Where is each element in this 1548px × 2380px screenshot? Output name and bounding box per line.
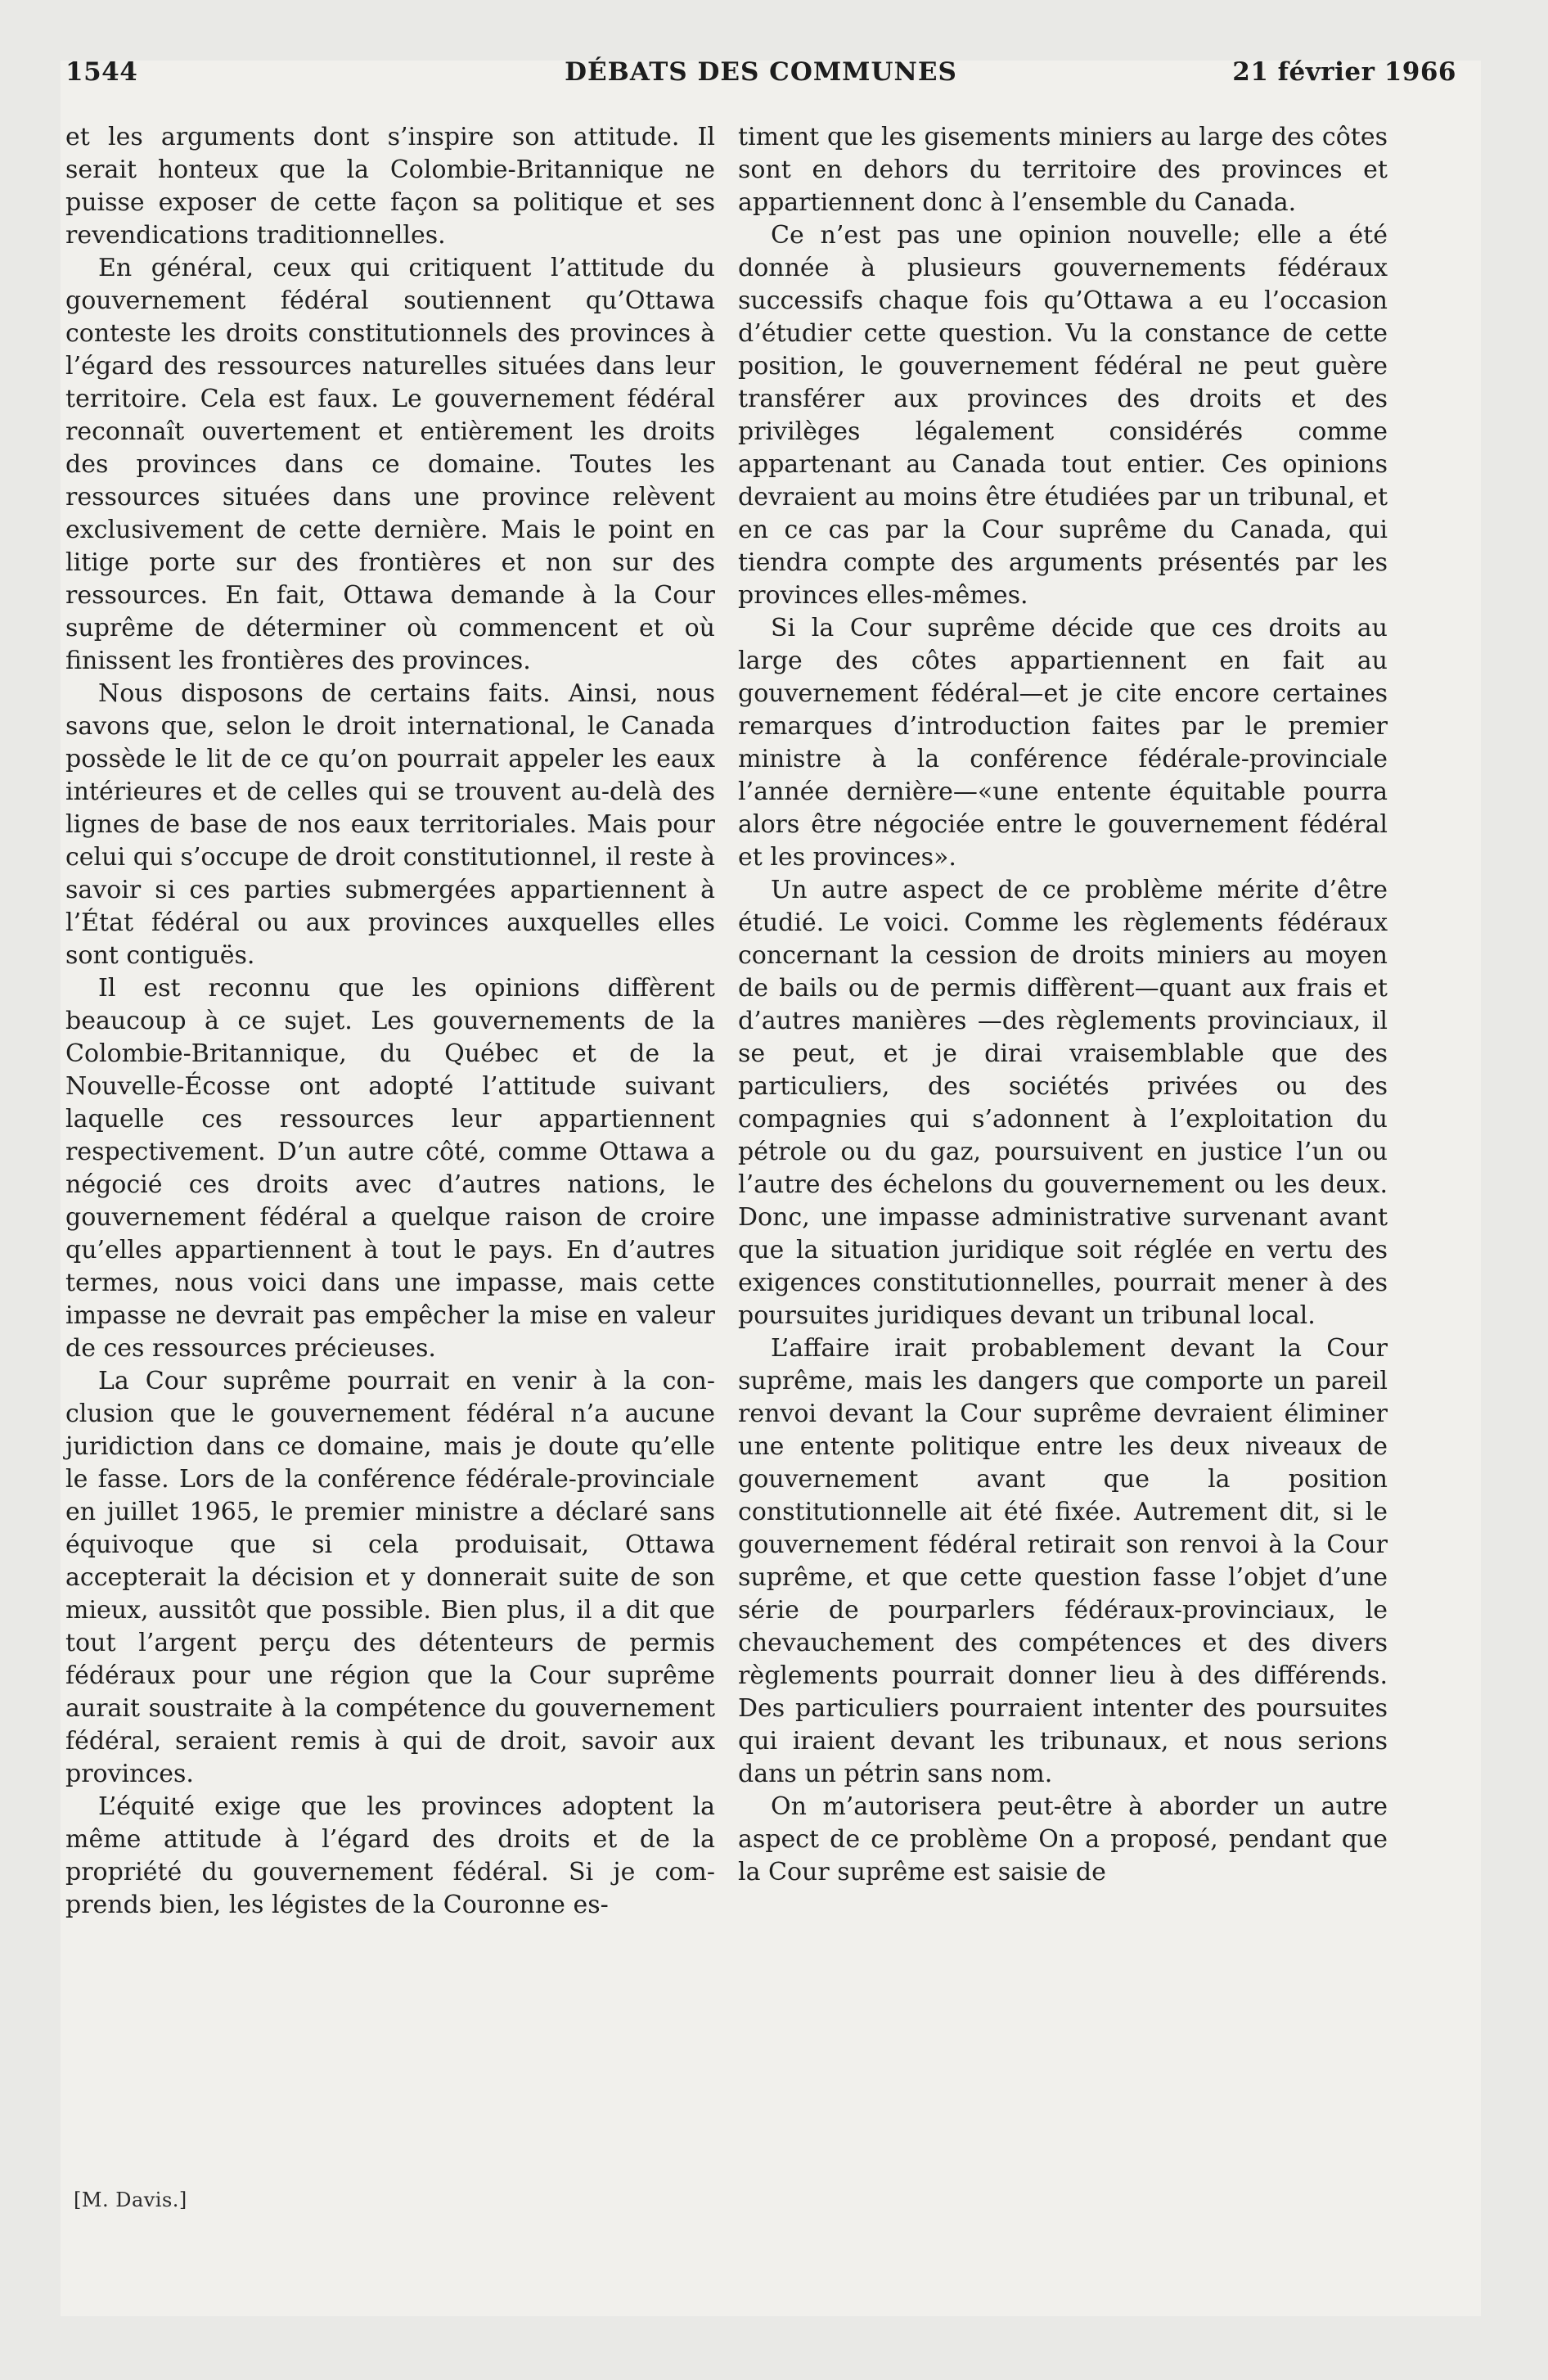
left-column (65, 121, 715, 1922)
paragraph: Ce n’est pas une opinion nouvelle; elle a été donnée à plusieurs gouvernements fédéraux successifs chaque fois qu’Ottawa a eu l’occasion d’étudier cette question. Vu la constance de cette position, le gouvernement fédéral ne peut guère transférer aux provinces des droits et des privilèges légalement considérés comme appartenant au Canada tout entier. Ces opinions devraient au moins être étudiées par un tribunal, et en ce cas par la Cour suprême du Canada, qui tiendra compte des arguments présentés par les provinces elles-mêmes. (738, 221, 1388, 610)
paragraph: Si la Cour suprême décide que ces droits au large des côtes appartiennent en fait au gouvernement fédéral—et je cite encore certaines remarques d’introduction faites par le premier ministre à la conférence fédérale-provinciale l’année dernière—«une entente équitable pourra alors être négociée entre le gouvernement fédéral et les provinces». (738, 614, 1388, 872)
paragraph: et les arguments dont s’inspire son attitude. Il serait honteux que la Colombie-Britannique ne puisse exposer de cette façon sa politique et ses revendications traditionnelles. (65, 123, 715, 250)
paragraph: Un autre aspect de ce problème mérite d’être étudié. Le voici. Comme les règlements fédéraux concernant la cession de droits miniers au moyen de bails ou de permis diffèrent—quant aux frais et d’autres manières —des règlements provinciaux, il se peut, et je dirai vraisemblable que des particuliers, des sociétés privées ou des compagnies qui s’adonnent à l’exploitation du pétrole ou du gaz, poursuivent en justice l’un ou l’autre des échelons du gouvernement ou les deux. Donc, une impasse administrative survenant avant que la situation juridique soit réglée en vertu des exigences constitutionnelles, pourrait mener à des poursuites juridiques devant un tribunal local. (738, 876, 1388, 1330)
paragraph: La Cour suprême pourrait en venir à la conclusion que le gouvernement fédéral n’a aucune juridiction dans ce domaine, mais je doute qu’elle le fasse. Lors de la conférence fédérale-provinciale en juillet 1965, le premier ministre a déclaré sans équivoque que si cela produisait, Ottawa accepterait la décision et y donnerait suite de son mieux, aussitôt que possible. Bien plus, il a dit que tout l’argent perçu des détenteurs de permis fédéraux pour une région que la Cour suprême aurait soustraite à la compétence du gouvernement fédéral, seraient remis à qui de droit, savoir aux provinces. (65, 1367, 715, 1788)
speaker-attribution: [M. Davis.] (74, 2188, 187, 2211)
right-column (738, 121, 1388, 1889)
page-date: 21 février 1966 (1232, 57, 1456, 87)
paragraph: L’équité exige que les provinces adoptent la même attitude à l’égard des droits et de la propriété du gouvernement fédéral. Si je comprends bien, les légistes de la Couronne es- (65, 1792, 715, 1919)
page-title: DÉBATS DES COMMUNES (565, 57, 957, 87)
paragraph: timent que les gisements miniers au large des côtes sont en dehors du territoire des provinces et appartiennent donc à l’ensemble du Canada. (738, 123, 1388, 217)
paragraph: On m’autorisera peut-être à aborder un autre aspect de ce problème On a proposé, pendant que la Cour suprême est saisie de (738, 1792, 1388, 1886)
paragraph: L’affaire irait probablement devant la Cour suprême, mais les dangers que comporte un pareil renvoi devant la Cour suprême devraient éliminer une entente politique entre les deux niveaux de gouvernement avant que la position constitutionnelle ait été fixée. Autrement dit, si le gouvernement fédéral retirait son renvoi à la Cour suprême, et que cette question fasse l’objet d’une série de pourparlers fédéraux-provinciaux, le chevauchement des compétences et des divers règlements pourrait donner lieu à des différends. Des particuliers pourraient intenter des poursuites qui iraient devant les tribunaux, et nous serions dans un pétrin sans nom. (738, 1334, 1388, 1788)
paragraph: Il est reconnu que les opinions diffèrent beaucoup à ce sujet. Les gouvernements de la Colombie-Britannique, du Québec et de la Nouvelle-Écosse ont adopté l’attitude suivant laquelle ces ressources leur appartiennent respectivement. D’un autre côté, comme Ottawa a négocié ces droits avec d’autres nations, le gouvernement fédéral a quelque raison de croire qu’elles appartiennent à tout le pays. En d’autres termes, nous voici dans une impasse, mais cette impasse ne devrait pas empêcher la mise en valeur de ces ressources précieuses. (65, 974, 715, 1363)
running-head (65, 57, 1456, 90)
paragraph: En général, ceux qui critiquent l’attitude du gouvernement fédéral soutiennent qu’Ottawa conteste les droits constitutionnels des provinces à l’égard des ressources naturelles situées dans leur territoire. Cela est faux. Le gouvernement fédéral reconnaît ouvertement et entièrement les droits des provinces dans ce domaine. Toutes les ressources situées dans une province relèvent exclusivement de cette dernière. Mais le point en litige porte sur des frontières et non sur des ressources. En fait, Ottawa demande à la Cour suprême de déterminer où commencent et où finissent les frontières des provinces. (65, 254, 715, 675)
paragraph: Nous disposons de certains faits. Ainsi, nous savons que, selon le droit international, le Canada possède le lit de ce qu’on pourrait appeler les eaux intérieures et de celles qui se trouvent au-delà des lignes de base de nos eaux territoriales. Mais pour celui qui s’occupe de droit constitutionnel, il reste à savoir si ces parties submergées appartiennent à l’État fédéral ou aux provinces auxquelles elles sont contiguës. (65, 679, 715, 970)
page-number: 1544 (65, 57, 138, 87)
